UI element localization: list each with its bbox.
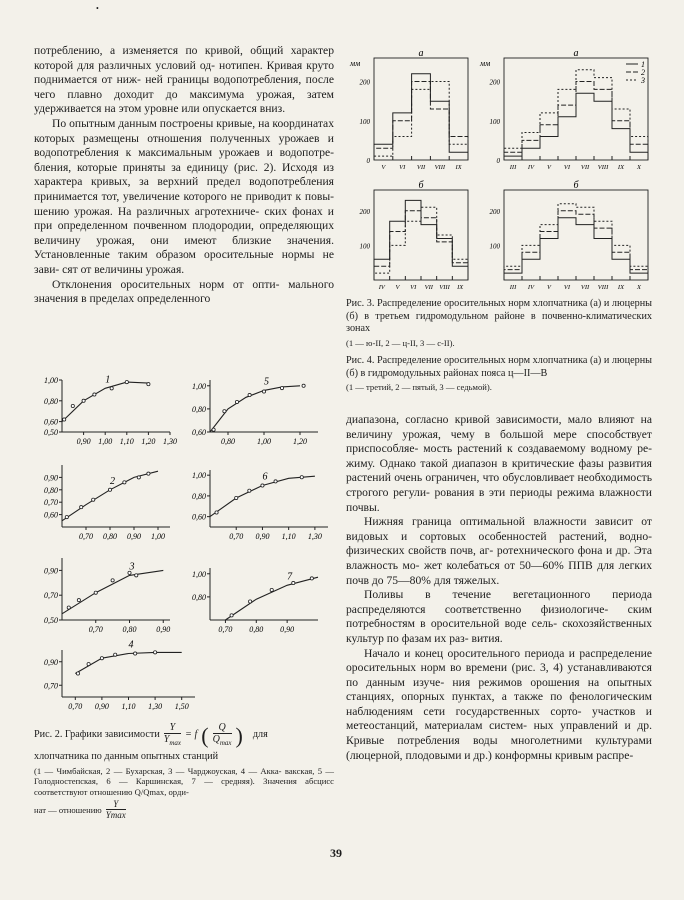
- x-tick-label: 1,00: [257, 437, 271, 446]
- fig2-caption: Рис. 2. Графики зависимости $\frac{Y}{Y_{max}}$ = f ( $\frac{Q}{Q_{max}}$ ) для хлопчатника по данным опытных станций (1 — Чимбайская, 2 — Бухарская, 3 — Чарджоуская, 4 — Акка- вакская, 5 — Голодностепская, 6 — Каршинская, 7 — средняя). Значения абсцисс соответствуют отношению Q/Qmax, орди- нат — отношению $\frac{Y}{Ymax}$: [34, 722, 334, 821]
- series-step-1: [374, 74, 468, 160]
- left-column-text: [34, 44, 334, 307]
- legend-label: 3: [641, 76, 645, 85]
- data-point: [248, 393, 251, 396]
- legend-label: 1: [641, 60, 645, 69]
- x-tick-label: V: [547, 284, 551, 291]
- y-tick-label: 0,80: [192, 592, 206, 602]
- x-tick-label: 0,90: [94, 702, 109, 711]
- fig2-chart-2: [30, 455, 180, 545]
- y-axis-label: мм: [480, 59, 491, 68]
- x-tick-label: 0,80: [249, 625, 264, 634]
- panel-label: б: [573, 180, 579, 191]
- data-point: [63, 418, 66, 421]
- series-step-3: [504, 204, 648, 280]
- y-tick-label: 1,00: [192, 381, 206, 391]
- series-step-2: [374, 82, 468, 161]
- y-tick-label: 0,60: [44, 417, 58, 427]
- curve-line: [62, 382, 148, 422]
- fig2-caption-b: для: [252, 729, 268, 741]
- y-tick-label: 100: [359, 242, 370, 251]
- data-point: [292, 581, 295, 584]
- data-point: [154, 651, 157, 654]
- curve-label: 6: [262, 471, 268, 483]
- x-tick-label: 0,90: [127, 532, 141, 541]
- data-point: [108, 488, 111, 491]
- x-tick-label: V: [395, 284, 400, 291]
- data-point: [93, 393, 96, 396]
- x-tick-label: 0,70: [68, 702, 83, 711]
- fig4-chart-a: [476, 44, 656, 174]
- curve-line: [225, 577, 318, 620]
- data-point: [135, 574, 138, 577]
- fig3-caption-text: Рис. 3. Распределение оросительных норм хлопчатника (а) и люцерны (б) в третьем гидромодульном районе в почвенно-климатических зонах: [346, 298, 652, 335]
- fig2-legend: (1 — Чимбайская, 2 — Бухарская, 3 — Чарджоуская, 4 — Акка- вакская, 5 — Голодностепская, 6 — Каршинская, 7 — средняя). Значения абсцисс соответствуют отношению Q/Qmax, орди-: [34, 765, 334, 797]
- x-tick-label: X: [637, 284, 641, 291]
- y-tick-label: 0,80: [192, 404, 206, 414]
- x-tick-label: 1,30: [163, 437, 177, 446]
- paragraph: потреблению, а изменяется по кривой, общий характер которой для различных условий од- нотипен. Кривая круто поднимается от ниж- ней границы водопотребления, после чего плавно доходит до максимума урожая, затем удерживается на этом уровне или опускается вниз.: [34, 44, 334, 116]
- curve-line: [62, 570, 163, 613]
- y-tick-label: 0,60: [44, 510, 58, 520]
- x-tick-label: IV: [378, 284, 385, 291]
- data-point: [215, 511, 218, 514]
- x-tick-label: VIII: [434, 164, 446, 171]
- x-tick-label: 1,50: [174, 702, 189, 711]
- x-tick-label: IX: [455, 164, 462, 171]
- data-point: [262, 390, 265, 393]
- x-tick-label: III: [509, 164, 517, 171]
- x-tick-label: VI: [563, 164, 571, 171]
- data-point: [80, 506, 83, 509]
- x-tick-label: X: [637, 164, 641, 171]
- x-tick-label: IX: [617, 164, 625, 171]
- x-tick-label: 0,70: [88, 625, 103, 634]
- fig4-caption: [346, 355, 652, 393]
- y-tick-label: 0,70: [44, 498, 58, 508]
- data-point: [147, 383, 150, 386]
- x-tick-label: 1,10: [119, 437, 134, 446]
- right-column-text: [346, 413, 652, 763]
- x-tick-label: VI: [410, 284, 417, 291]
- y-tick-label: 1,00: [192, 471, 206, 481]
- paragraph: Отклонения оросительных норм от опти- мального значения в пределах определенного: [34, 277, 334, 306]
- fig2-chart-6: [178, 460, 338, 545]
- data-point: [280, 386, 283, 389]
- x-tick-label: 0,70: [79, 532, 93, 541]
- fig4-legend: (1 — третий, 2 — пятый, 3 — седьмой).: [346, 382, 492, 393]
- page-number: 39: [330, 846, 342, 860]
- paragraph: Начало и конец оросительного периода и распределение оросительных норм во времени (рис. 3, 4) устанавливаются по данным изуче- ния режимов орошения на опытных станциях, опорных пунктах, а также по фенологическим наблюдениям сети государственных сорто- участков и метеостанций, материалам систем- ных управлений и др. Кривые потребления воды многолетними культурами (люцерной, плодовыми и др.) конформны кривым распре-: [346, 646, 652, 762]
- legend-label: 2: [641, 68, 645, 77]
- fig3-chart-a: [346, 44, 476, 174]
- data-point: [230, 614, 233, 617]
- curve-line: [75, 652, 181, 673]
- y-tick-label: 0,90: [44, 473, 58, 483]
- x-tick-label: 0,90: [280, 625, 295, 634]
- x-tick-label: IX: [617, 284, 625, 291]
- data-point: [100, 657, 103, 660]
- x-tick-label: V: [381, 164, 386, 171]
- x-tick-label: 0,70: [218, 625, 233, 634]
- data-point: [111, 579, 114, 582]
- curve-label: 2: [110, 475, 115, 487]
- curve-label: 7: [287, 571, 293, 583]
- formula-y-ratio: $\frac{Y}{Y_{max}}$: [163, 722, 182, 747]
- data-point: [123, 481, 126, 484]
- y-tick-label: 200: [359, 78, 370, 87]
- fig4-chart-b: [476, 176, 656, 294]
- panel-label: а: [418, 48, 424, 59]
- paragraph: По опытным данным построены кривые, на координатах которых размещены отношения полученных урожаев и водопотребления к максимальным урожаев и водопотре- бления, которые приняты за единицу (рис. 2). Исходя из характера кривых, за верхний предел водопотребления принимается тот, увеличение которого не приводит к повы- шению урожая. На различных агротехниче- ских фонах и при определенном почвенном плодородии, определяющих величину урожая, они имеют близкие значения. Установленные таким образом оросительные нормы не зави- сят от величины урожая.: [34, 116, 334, 276]
- y-tick-label: 0,80: [44, 485, 58, 495]
- x-tick-label: 1,30: [148, 702, 163, 711]
- y-tick-label: 100: [489, 242, 500, 251]
- fig3-legend: (1 — ю-II, 2 — ц-II, 3 — с-II).: [346, 337, 455, 348]
- data-point: [274, 480, 277, 483]
- y-tick-label: 0,90: [44, 566, 58, 576]
- x-tick-label: 0,90: [76, 437, 91, 446]
- curve-label: 3: [129, 561, 135, 573]
- fig2-chart-1: [30, 370, 180, 450]
- y-tick-label: 200: [489, 207, 500, 216]
- y-tick-label: 0,50: [44, 428, 58, 437]
- x-tick-label: IX: [457, 284, 464, 291]
- fig4-caption-text: Рис. 4. Распределение оросительных норм хлопчатника (а) и люцерны (б) в гидромодульных районах пояса ц—II—В: [346, 355, 652, 379]
- data-point: [235, 496, 238, 499]
- fig2-caption-a: Рис. 2. Графики зависимости: [34, 729, 160, 741]
- data-point: [76, 672, 79, 675]
- data-point: [212, 428, 215, 431]
- data-point: [92, 498, 95, 501]
- x-tick-label: 0,70: [229, 532, 244, 541]
- data-point: [87, 663, 90, 666]
- x-tick-label: VII: [416, 164, 426, 171]
- data-point: [235, 400, 238, 403]
- x-tick-label: 1,10: [281, 532, 296, 541]
- x-tick-label: 1,30: [307, 532, 322, 541]
- data-point: [310, 577, 313, 580]
- data-point: [147, 472, 150, 475]
- panel-label: б: [418, 180, 424, 191]
- x-tick-label: III: [509, 284, 517, 291]
- series-step-3: [374, 207, 468, 280]
- x-tick-label: IV: [527, 284, 535, 291]
- y-tick-label: 200: [359, 207, 370, 216]
- data-point: [110, 387, 113, 390]
- x-tick-label: VII: [580, 284, 590, 291]
- x-tick-label: VI: [563, 284, 571, 291]
- data-point: [261, 484, 264, 487]
- fig2-chart-4: [30, 640, 205, 715]
- x-tick-label: 0,80: [103, 532, 117, 541]
- x-tick-label: VIII: [597, 164, 609, 171]
- fig2-legend-end: нат — отношению: [34, 804, 102, 815]
- fig3-chart-b: [346, 176, 476, 294]
- data-point: [270, 588, 273, 591]
- x-tick-label: 1,10: [121, 702, 136, 711]
- data-point: [71, 404, 74, 407]
- data-point: [82, 399, 85, 402]
- y-tick-label: 0,80: [44, 396, 58, 406]
- curve-line: [210, 386, 300, 432]
- data-point: [77, 599, 80, 602]
- y-tick-label: 0,50: [44, 616, 58, 625]
- data-point: [300, 476, 303, 479]
- y-tick-label: 0,60: [192, 512, 206, 522]
- data-point: [67, 606, 70, 609]
- curve-label: 4: [128, 639, 134, 651]
- fig2-chart-5: [178, 370, 328, 450]
- paragraph: диапазона, согласно кривой зависимости, мало влияют на величину урожая, чему в большой мере способствует приспособляе- мость растений к создаваемому водному ре- жиму. Однако такой диапазон в критические фазы развития растений очень ограничен, что обусловливает необходимость строгого регули- рования в эти периоды режима влажности почвы.: [346, 413, 652, 514]
- x-tick-label: VI: [399, 164, 406, 171]
- x-tick-label: IV: [527, 164, 535, 171]
- paragraph: Нижняя граница оптимальной влажности зависит от видовых и сортовых особенностей растений, водно-физических свойств почв, аг- ротехнического фона и др. Эта влажность мо- жет колебаться от 50—60% ППВ для легких почв до 75—80% для тяжелых.: [346, 515, 652, 587]
- x-tick-label: VIII: [439, 284, 450, 291]
- formula-eq: = f: [185, 729, 198, 741]
- y-tick-label: 0: [496, 157, 500, 165]
- fig3-caption: [346, 298, 652, 348]
- y-tick-label: 100: [489, 117, 500, 126]
- y-tick-label: 0,70: [44, 591, 58, 601]
- data-point: [249, 600, 252, 603]
- x-tick-label: VII: [580, 164, 590, 171]
- x-tick-label: 1,00: [151, 532, 165, 541]
- data-point: [302, 384, 305, 387]
- y-tick-label: 0,80: [192, 491, 206, 501]
- data-point: [125, 380, 128, 383]
- formula-q-ratio: $\frac{Q}{Q_{max}}$: [212, 722, 232, 747]
- fig2-chart-7: [178, 558, 328, 638]
- x-tick-label: 0,80: [122, 625, 137, 634]
- series-step-1: [504, 218, 648, 280]
- data-point: [248, 489, 251, 492]
- series-step-1: [374, 200, 468, 280]
- data-point: [137, 476, 140, 479]
- x-tick-label: 1,20: [293, 437, 307, 446]
- x-tick-label: VII: [424, 284, 433, 291]
- fig2-chart-3: [30, 548, 180, 638]
- y-tick-label: 0,60: [192, 428, 206, 437]
- panel-label: а: [573, 48, 579, 59]
- y-tick-label: 0,70: [44, 681, 58, 691]
- y-axis-label: мм: [350, 59, 361, 68]
- x-tick-label: 0,90: [156, 625, 171, 634]
- x-tick-label: 0,90: [255, 532, 270, 541]
- x-tick-label: 0,80: [221, 437, 235, 446]
- data-point: [114, 653, 117, 656]
- y-tick-label: 1,00: [44, 376, 58, 385]
- curve-label: 1: [105, 374, 111, 386]
- data-point: [223, 410, 226, 413]
- y-tick-label: 0,90: [44, 657, 58, 667]
- y-tick-label: 1,00: [192, 569, 206, 579]
- x-tick-label: 1,00: [98, 437, 113, 446]
- x-tick-label: V: [547, 164, 551, 171]
- legend-fraction: $\frac{Y}{Ymax}$: [105, 799, 126, 821]
- y-tick-label: 100: [359, 117, 370, 126]
- fig2-caption-c: хлопчатника по данным опытных станций: [34, 751, 219, 762]
- y-tick-label: 0: [366, 157, 370, 165]
- y-tick-label: 200: [489, 78, 500, 87]
- x-tick-label: 1,20: [141, 437, 156, 446]
- x-tick-label: VIII: [597, 284, 609, 291]
- page-mark: •: [96, 4, 99, 13]
- curve-label: 5: [264, 376, 269, 388]
- data-point: [94, 591, 97, 594]
- data-point: [134, 652, 137, 655]
- paragraph: Поливы в течение вегетационного периода распределяются соответственно физиологиче- ским потребностям в оросительной воде сель- скохозяйственных культур по фазам их раз- вития.: [346, 588, 652, 645]
- data-point: [65, 515, 68, 518]
